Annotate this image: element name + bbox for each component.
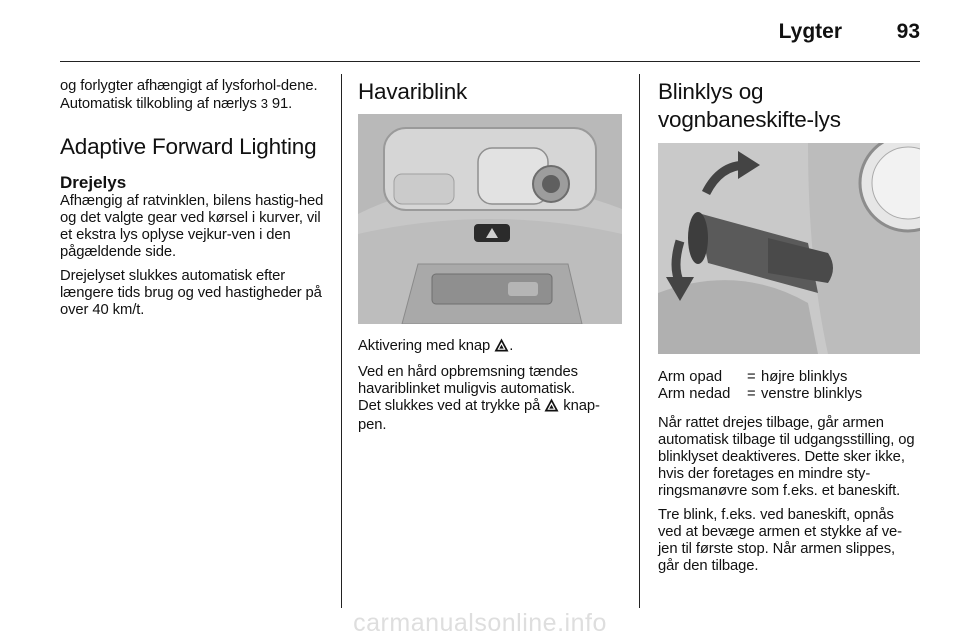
section-heading-blinklys	[658, 78, 920, 134]
heading-line-1: Blinklys og	[658, 79, 764, 104]
hazard-triangle-icon	[544, 398, 559, 417]
legend-key: Arm opad	[658, 369, 723, 385]
havariblink-text: Det slukkes ved at trykke på	[358, 398, 541, 414]
watermark: carmanualsonline.info	[353, 609, 607, 637]
paragraph-havariblink-2	[358, 398, 622, 434]
intro-text: og forlygter afhængigt af lysforhol-dene. Automatisk tilkobling af nærlys	[60, 78, 318, 112]
paragraph-drejelys-2: Drejelyset slukkes automatisk efter længere tids brug og ved hastigheder på over 40 km/t.	[60, 268, 322, 318]
legend-key: Arm nedad	[658, 386, 731, 402]
legend-row	[658, 369, 862, 386]
hazard-triangle-icon	[494, 338, 509, 357]
hazard-switch-photo	[358, 114, 622, 324]
column-2	[358, 78, 622, 434]
paragraph-havariblink-1: Ved en hård opbremsning tændes havariblinket muligvis automatisk.	[358, 364, 578, 397]
page-header	[60, 0, 920, 62]
paragraph-blinklys-1: Når rattet drejes tilbage, går armen automatisk tilbage til udgangsstilling, og blinklyset deaktiveres. Dette sker ikke, hvis der foretages en mindre sty-ringsmanøvre som f.eks. et baneskift.	[658, 415, 915, 499]
legend-value: højre blinklys	[761, 369, 848, 385]
heading-line-2: vognbaneskifte-lys	[658, 107, 841, 132]
legend-table	[658, 369, 862, 403]
caption-period: .	[509, 338, 514, 354]
subheading-drejelys: Drejelys	[60, 173, 127, 192]
legend-equals: =	[747, 369, 756, 385]
intro-paragraph	[60, 78, 328, 113]
column-divider-2	[639, 74, 640, 608]
paragraph-drejelys-1: Afhængig af ratvinklen, bilens hastig-hed og det valgte gear ved kørsel i kurver, vil et ekstra lys oplyse vejkur-ven i den pågældende side.	[60, 193, 324, 260]
legend-value: venstre blinklys	[761, 386, 863, 402]
column-1	[60, 78, 328, 319]
legend-equals: =	[747, 386, 756, 402]
section-heading-afl: Adaptive Forward Lighting	[60, 134, 317, 159]
column-divider-1	[341, 74, 342, 608]
cross-reference-arrow-icon: 3	[260, 96, 268, 111]
page-title: Lygter	[778, 20, 842, 43]
legend-row	[658, 386, 862, 403]
section-heading-havariblink: Havariblink	[358, 79, 468, 104]
page-number: 93	[896, 20, 920, 43]
havariblink-text-end: knap-pen.	[358, 398, 600, 433]
photo-caption	[358, 338, 622, 357]
turn-signal-stalk-photo	[658, 143, 920, 354]
column-3	[658, 78, 920, 575]
caption-text: Aktivering med knap	[358, 338, 491, 354]
paragraph-blinklys-2: Tre blink, f.eks. ved baneskift, opnås ved at bevæge armen et stykke af ve-jen til første stop. Når armen slippes, går den tilbage.	[658, 507, 902, 574]
cross-reference-page[interactable]: 91.	[271, 96, 293, 112]
